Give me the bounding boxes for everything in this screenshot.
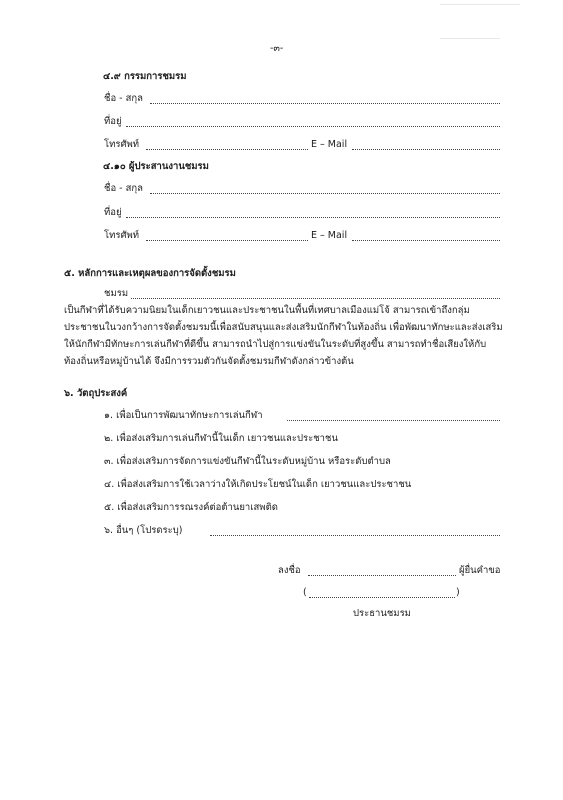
- coordinator-phone-line: [146, 240, 308, 241]
- coordinator-email-label: E – Mail: [311, 230, 348, 241]
- coordinator-email-line: [352, 240, 500, 241]
- section-4-9-heading: ๔.๙ กรรมการชมรม: [103, 71, 187, 82]
- name-paren-open: (: [303, 587, 307, 598]
- committee-email-label: E – Mail: [311, 139, 348, 150]
- sign-label: ลงชื่อ: [278, 565, 301, 576]
- section-6-heading: ๖. วัตถุประสงค์: [64, 388, 128, 399]
- objective-item: ๕. เพื่อส่งเสริมการรณรงค์ต่อต้านยาเสพติด: [104, 502, 278, 513]
- committee-address-line: [126, 126, 500, 127]
- section-4-10-heading: ๔.๑๐ ผู้ประสานงานชมรม: [103, 161, 209, 172]
- objective-item: ๑. เพื่อเป็นการพัฒนาทักษะการเล่นกีฬา: [104, 410, 263, 421]
- committee-phone-line: [146, 149, 308, 150]
- objective-item: ๖. อื่นๆ (โปรดระบุ): [104, 525, 183, 536]
- signature-line: [308, 575, 456, 576]
- objective-other-line: [210, 535, 500, 536]
- objective-item: ๒. เพื่อส่งเสริมการเล่นกีฬานี้ในเด็ก เยาวชนและประชาชน: [104, 433, 338, 444]
- page-number: -๓-: [270, 43, 284, 54]
- committee-name-line: [150, 103, 500, 104]
- coordinator-name-line: [150, 193, 500, 194]
- coordinator-phone-label: โทรศัพท์: [104, 230, 140, 241]
- rationale-line: ประชาชนในวงกว้างการจัดตั้งชมรมนี้เพื่อสนับสนุนและส่งเสริมนักกีฬาในท้องถิ่น เพื่อพัฒนาทักษะและส่งเสริม: [64, 322, 503, 333]
- coordinator-address-line: [126, 217, 500, 218]
- printed-name-line: [309, 597, 455, 598]
- objective-fill-line: [287, 420, 500, 421]
- objective-item: ๓. เพื่อส่งเสริมการจัดการแข่งขันกีฬานี้ในระดับหมู่บ้าน หรือระดับตำบล: [104, 456, 391, 467]
- objective-item: ๔. เพื่อส่งเสริมการใช้เวลาว่างให้เกิดประโยชน์ในเด็ก เยาวชนและประชาชน: [104, 479, 412, 490]
- scan-mark: [440, 4, 520, 5]
- section-5-heading: ๕. หลักการและเหตุผลของการจัดตั้งชมรม: [64, 268, 236, 279]
- rationale-line: เป็นกีฬาที่ได้รับความนิยมในเด็กเยาวชนและประชาชนในพื้นที่เทศบาลเมืองแม่โจ้ สามารถเข้าถึงกลุ่ม: [64, 305, 470, 316]
- applicant-label: ผู้ยื่นคำขอ: [459, 565, 501, 576]
- coordinator-name-label: ชื่อ - สกุล: [104, 183, 143, 194]
- name-paren-close: ): [456, 587, 460, 598]
- committee-phone-label: โทรศัพท์: [104, 139, 140, 150]
- rationale-line: ให้นักกีฬามีทักษะการเล่นกีฬาที่ดีขึ้น สามารถนำไปสู่การแข่งขันในระดับที่สูงขึ้น สามารถทำชื่อเสียงให้กับ: [64, 339, 487, 350]
- rationale-line: ท้องถิ่นหรือหมู่บ้านได้ จึงมีการรวมตัวกันจัดตั้งชมรมกีฬาดังกล่าวข้างต้น: [64, 356, 354, 367]
- club-name-line: [131, 298, 500, 299]
- club-name-label: ชมรม: [104, 288, 129, 299]
- committee-email-line: [352, 149, 500, 150]
- position-label: ประธานชมรม: [353, 608, 411, 619]
- committee-address-label: ที่อยู่: [104, 116, 122, 127]
- coordinator-address-label: ที่อยู่: [104, 207, 122, 218]
- committee-name-label: ชื่อ - สกุล: [104, 93, 143, 104]
- scan-mark: [440, 38, 500, 39]
